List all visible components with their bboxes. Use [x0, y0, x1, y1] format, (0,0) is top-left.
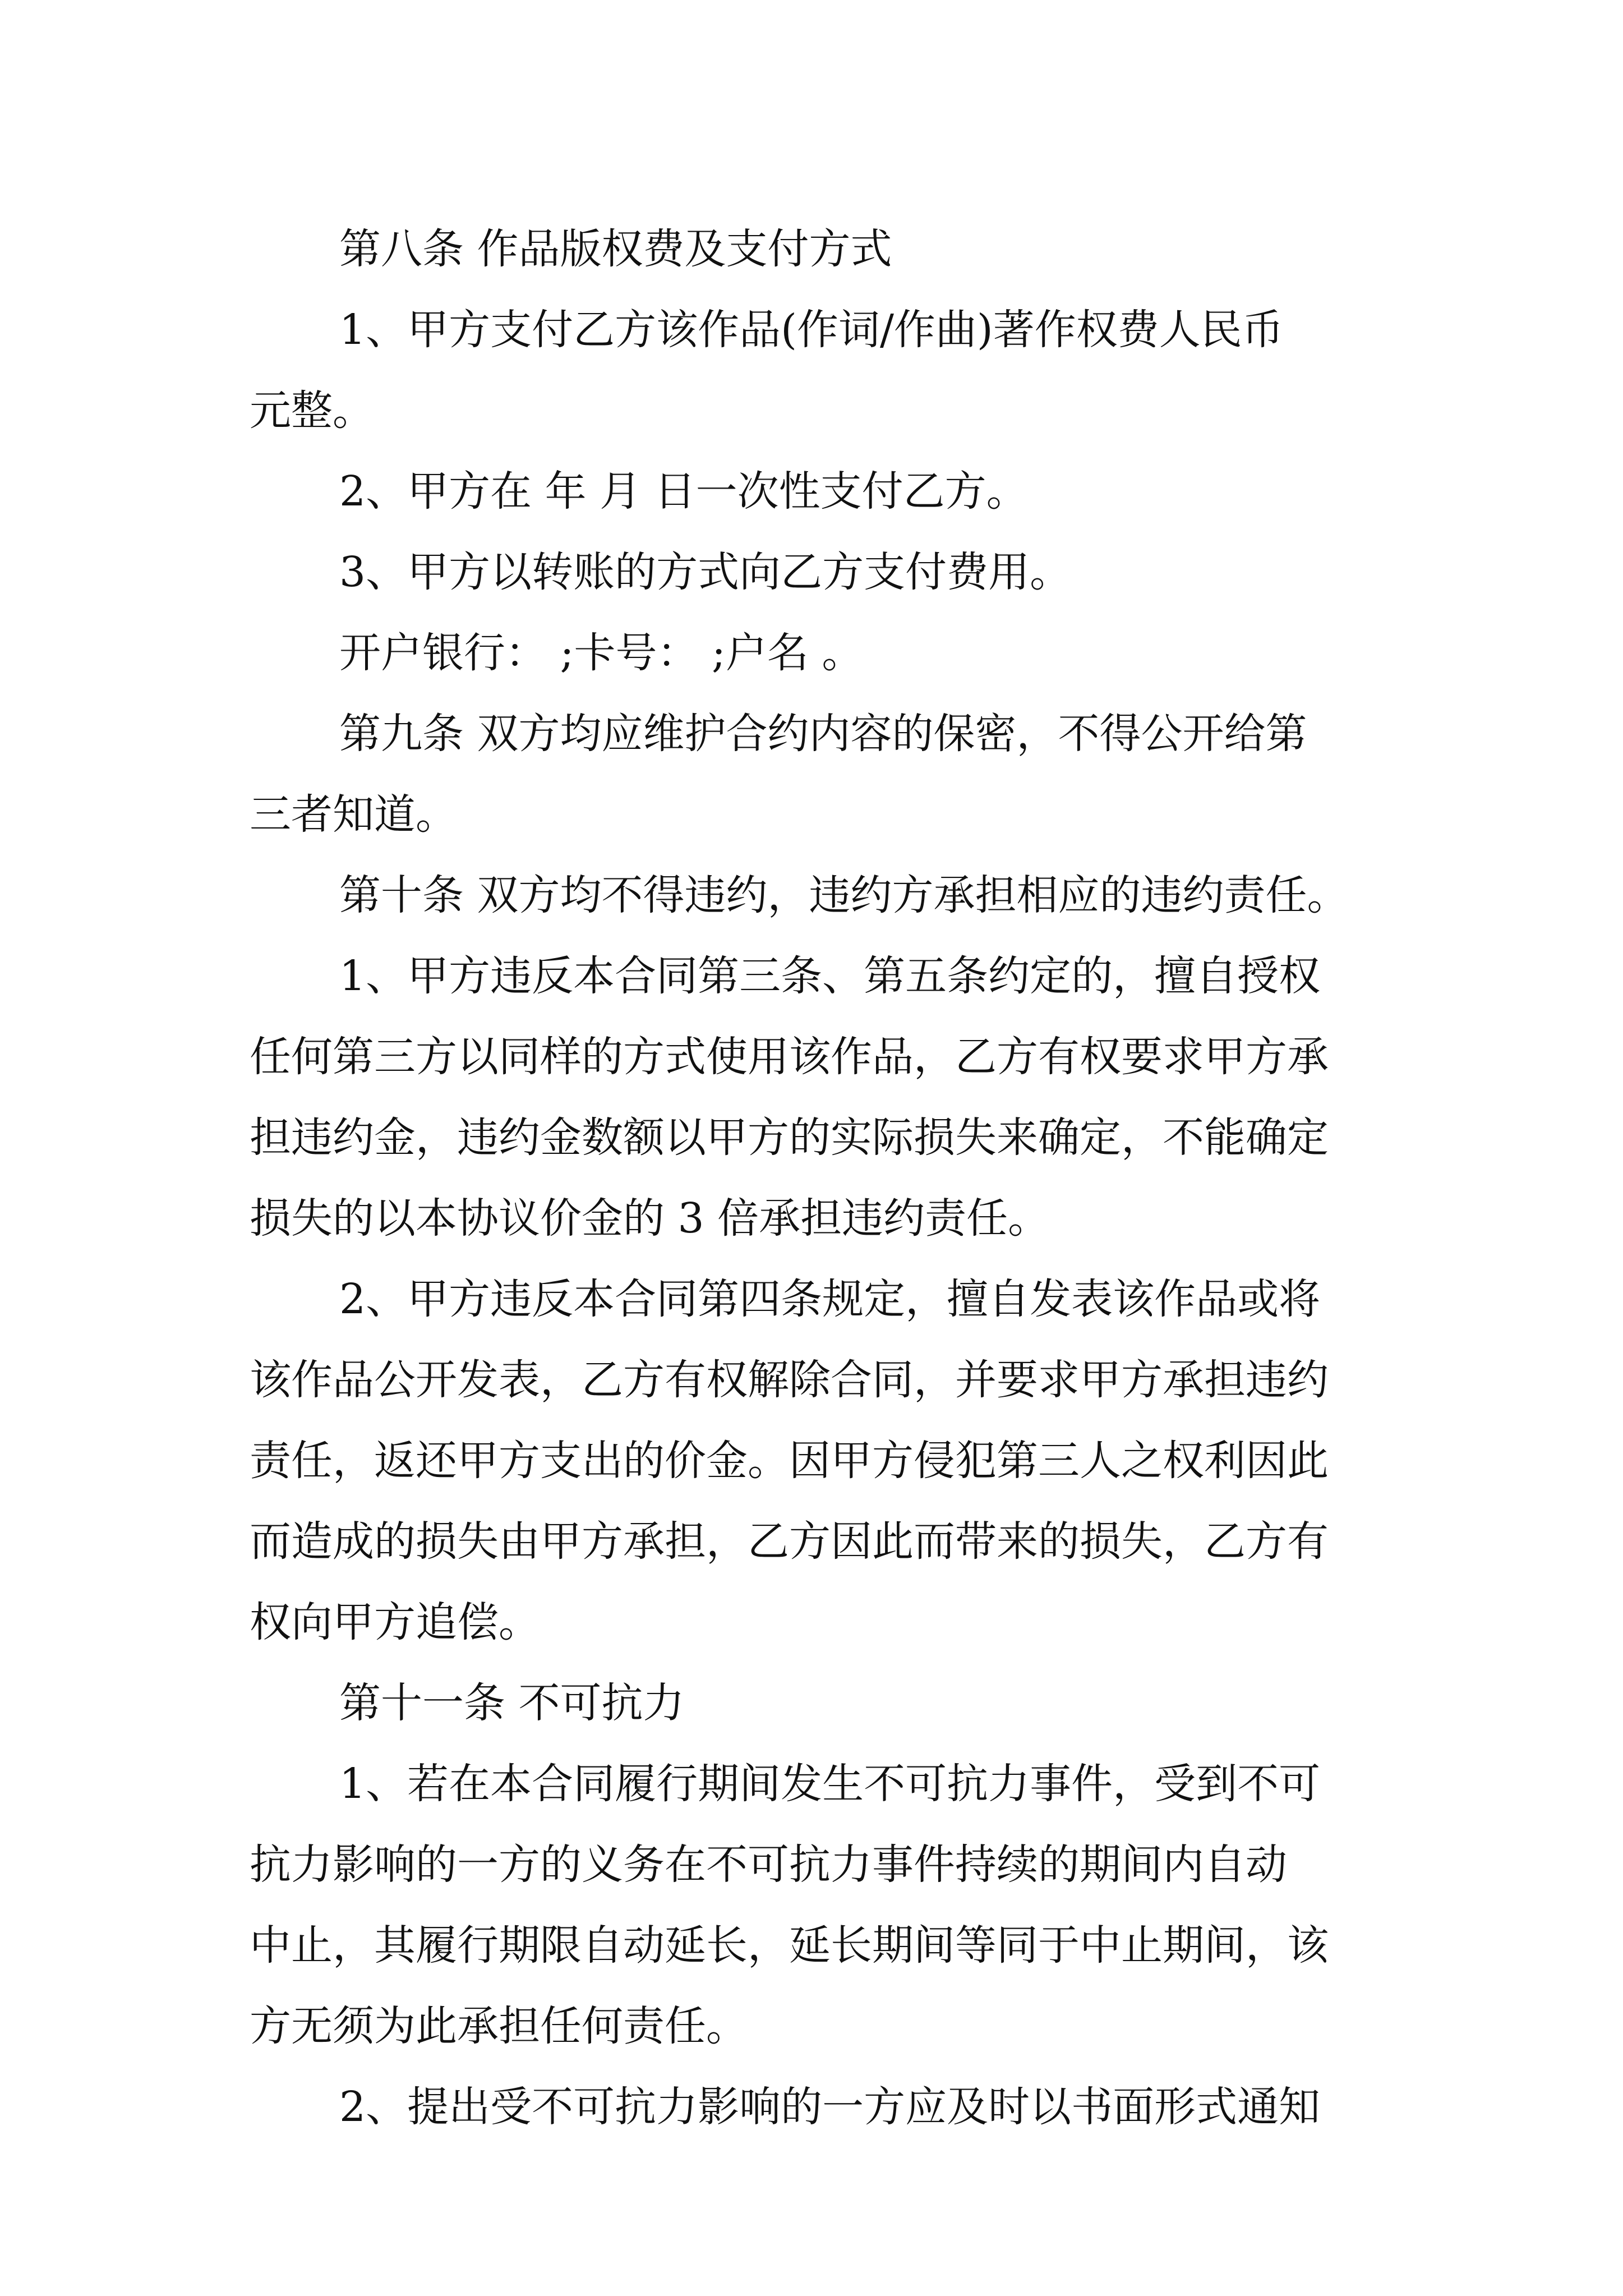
paragraph-line: 损失的以本协议价金的 3 倍承担违约责任。 — [250, 1194, 1050, 1243]
article-8-heading: 第八条 作品版权费及支付方式 — [339, 225, 892, 273]
paragraph-line: 权向甲方追偿。 — [250, 1598, 540, 1646]
paragraph-line: 任何第三方以同样的方式使用该作品，乙方有权要求甲方承 — [250, 1033, 1329, 1081]
paragraph-line: 担违约金，违约金数额以甲方的实际损失来确定，不能确定 — [250, 1114, 1329, 1162]
paragraph-line: 2、提出受不可抗力影响的一方应及时以书面形式通知 — [339, 2083, 1321, 2131]
paragraph-line: 责任，返还甲方支出的价金。因甲方侵犯第三人之权利因此 — [250, 1437, 1329, 1485]
paragraph-line: 1、甲方违反本合同第三条、第五条约定的，擅自授权 — [339, 952, 1321, 1000]
paragraph-line: 1、甲方支付乙方该作品(作词/作曲)著作权费人民币 — [339, 306, 1284, 354]
article-10-heading: 第十条 双方均不得违约，违约方承担相应的违约责任。 — [339, 871, 1349, 919]
paragraph-line: 3、甲方以转账的方式向乙方支付费用。 — [339, 548, 1072, 596]
paragraph-line: 1、若在本合同履行期间发生不可抗力事件，受到不可 — [339, 1760, 1321, 1808]
paragraph-line: 方无须为此承担任何责任。 — [250, 2002, 748, 2050]
document-body — [250, 209, 1391, 2147]
article-11-heading: 第十一条 不可抗力 — [339, 1679, 685, 1727]
paragraph-line: 抗力影响的一方的义务在不可抗力事件持续的期间内自动 — [250, 1841, 1287, 1889]
paragraph-line: 元整。 — [250, 386, 374, 435]
paragraph-line: 开户银行： ;卡号： ;户名 。 — [339, 629, 864, 677]
paragraph-line: 中止，其履行期限自动延长，延长期间等同于中止期间，该 — [250, 1921, 1329, 1970]
paragraph-line: 2、甲方违反本合同第四条规定，擅自发表该作品或将 — [339, 1275, 1321, 1323]
paragraph-line: 该作品公开发表，乙方有权解除合同，并要求甲方承担违约 — [250, 1356, 1329, 1404]
paragraph-line: 而造成的损失由甲方承担，乙方因此而带来的损失，乙方有 — [250, 1517, 1329, 1566]
paragraph-line: 三者知道。 — [250, 790, 457, 839]
article-9-heading: 第九条 双方均应维护合约内容的保密，不得公开给第 — [339, 710, 1307, 758]
paragraph-line: 2、甲方在 年 月 日一次性支付乙方。 — [339, 467, 1028, 516]
